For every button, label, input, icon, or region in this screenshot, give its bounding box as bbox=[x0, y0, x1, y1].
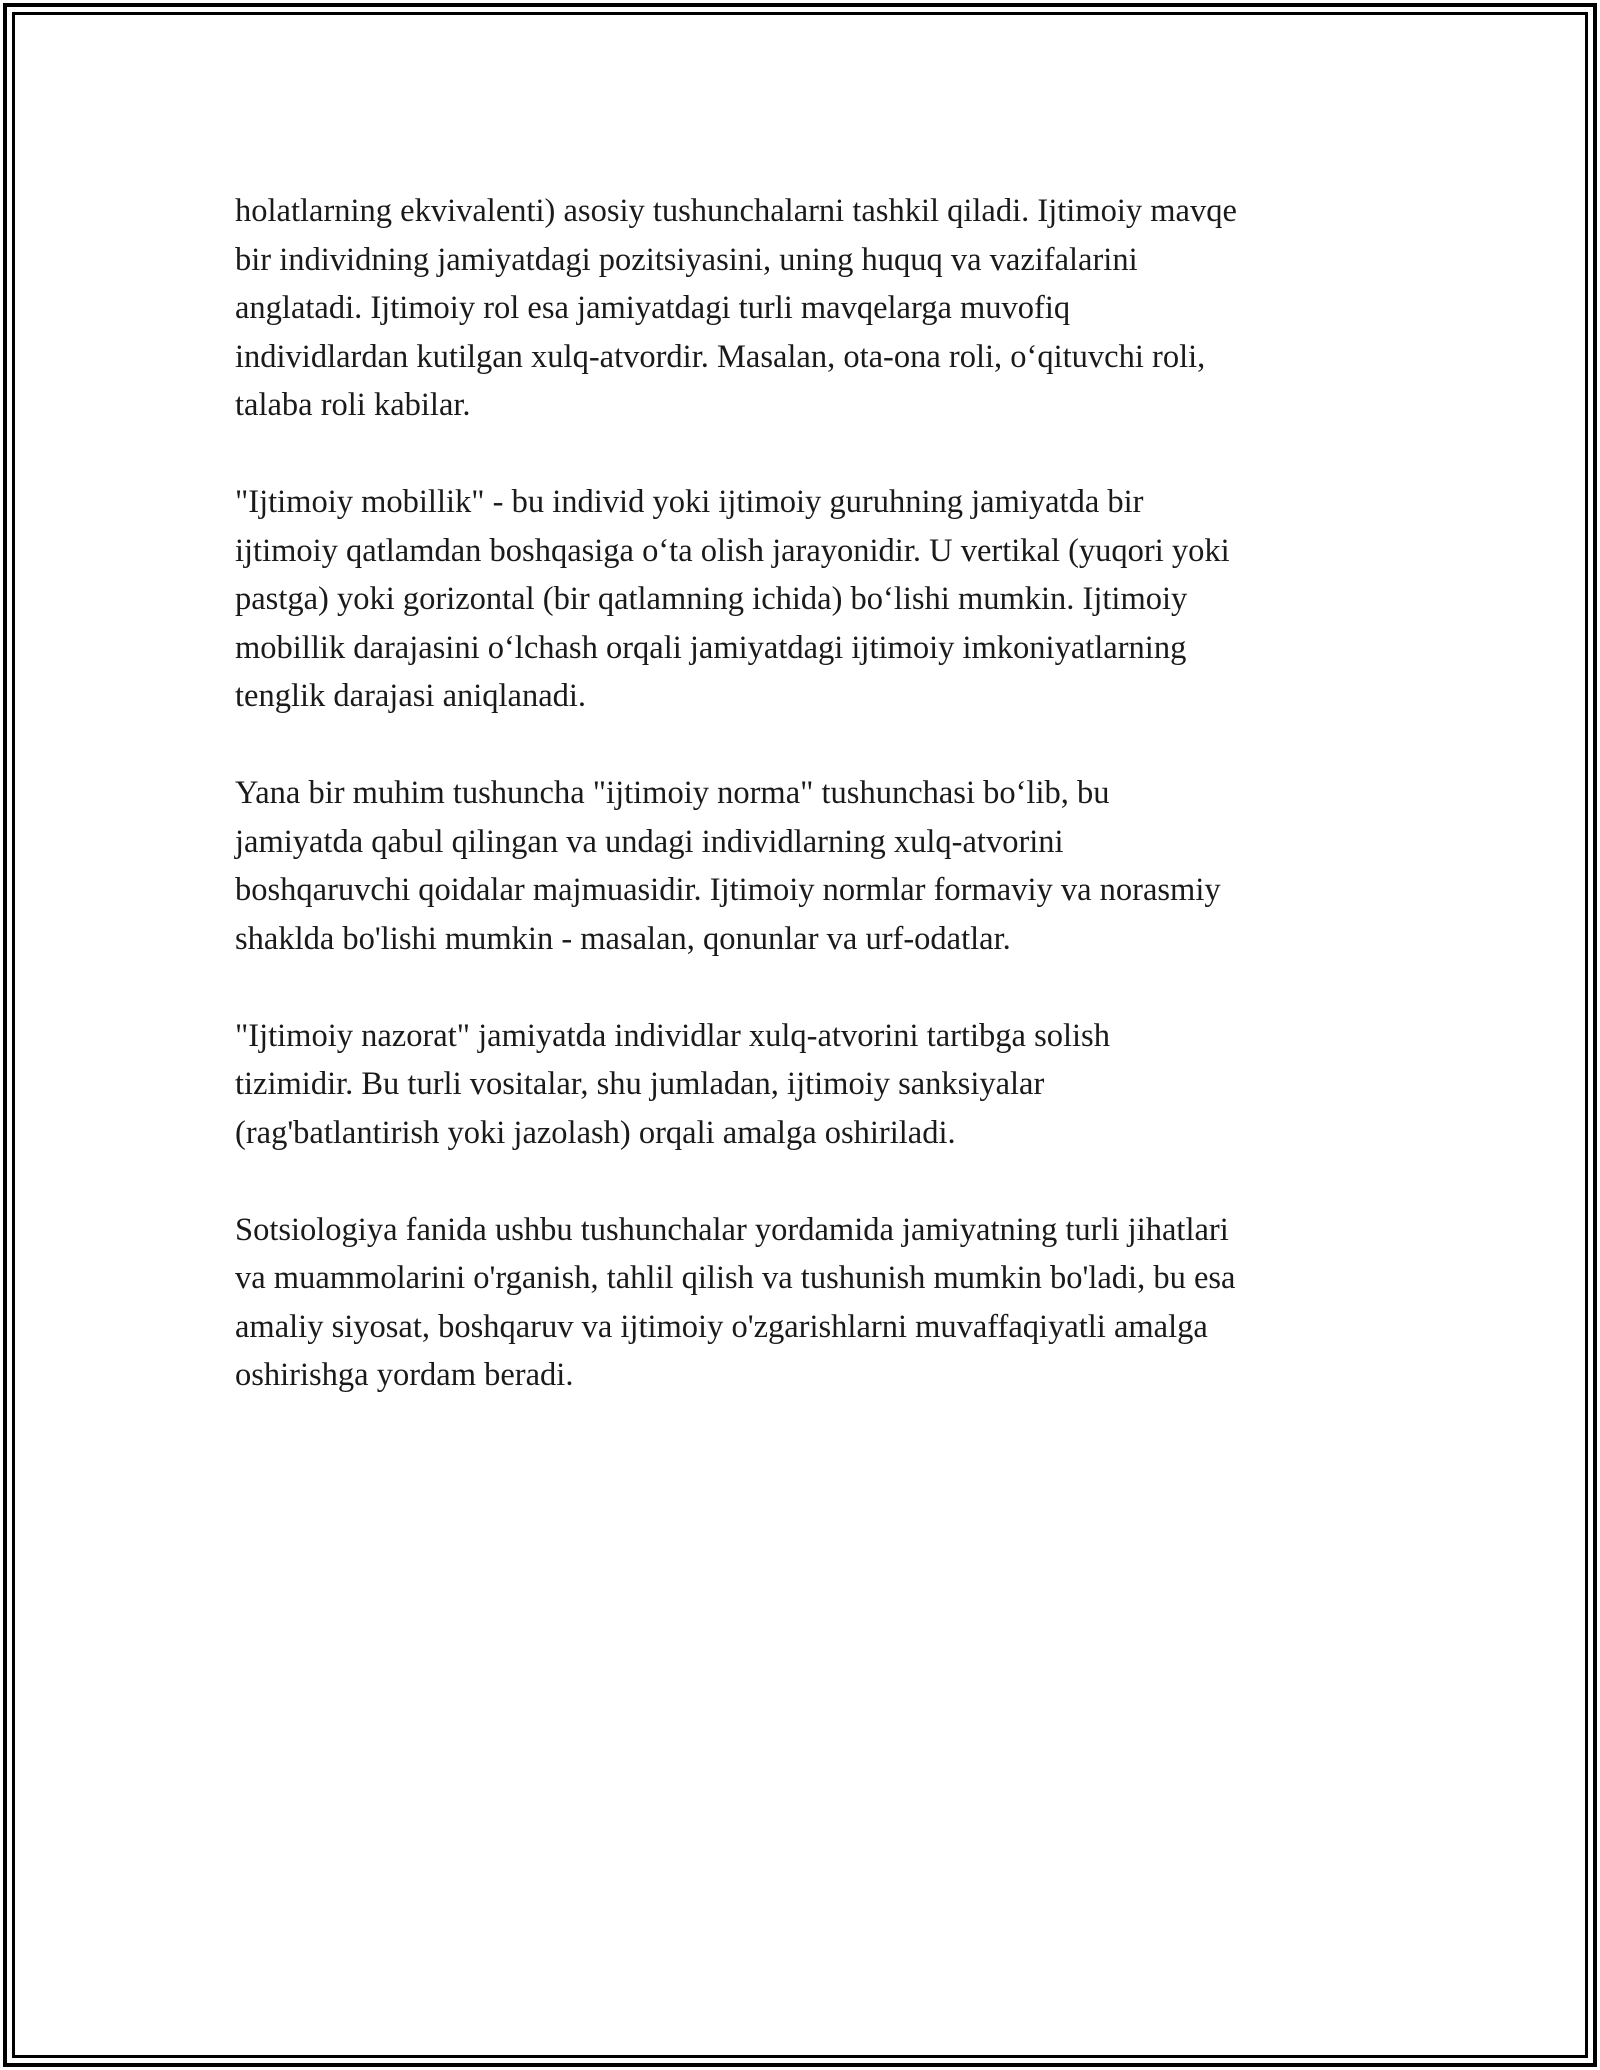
paragraph-social-control: "Ijtimoiy nazorat" jamiyatda individlar xulq-atvorini tartibga solish tizimidir. Bu turli vositalar, shu jumladan, ijtimoiy sanksiyalar (rag'batlantirish yoki jazolash) orqali amalga oshiriladi. bbox=[235, 1017, 1110, 1151]
paragraph-social-norm: Yana bir muhim tushuncha "ijtimoiy norma" tushunchasi bo‘lib, bu jamiyatda qabul qilingan va undagi individlarning xulq-atvorini boshqaruvchi qoidalar majmuasidir. Ijtimoiy normlar formaviy va norasmiy shaklda bo'lishi mumkin - masalan, qonunlar va urf-odatlar. bbox=[235, 775, 1221, 957]
paragraph-social-status-role: holatlarning ekvivalenti) asosiy tushunchalarni tashkil qiladi. Ijtimoiy mavqe bir individning jamiyatdagi pozitsiyasini, uning huquq va vazifalarini anglatadi. Ijtimoiy rol esa jamiyatdagi turli mavqelarga muvofiq individlardan kutilgan xulq-atvordir. Masalan, ota-ona roli, o‘qituvchi roli, talaba roli kabilar. bbox=[235, 193, 1237, 423]
page-body bbox=[235, 187, 1385, 1448]
paragraph-conclusion: Sotsiologiya fanida ushbu tushunchalar yordamida jamiyatning turli jihatlari va muammolarini o'rganish, tahlil qilish va tushunish mumkin bo'ladi, bu esa amaliy siyosat, boshqaruv va ijtimoiy o'zgarishlarni muvaffaqiyatli amalga oshirishga yordam beradi. bbox=[235, 1211, 1236, 1393]
paragraph-social-mobility: "Ijtimoiy mobillik" - bu individ yoki ijtimoiy guruhning jamiyatda bir ijtimoiy qatlamdan boshqasiga o‘ta olish jarayonidir. U vertikal (yuqori yoki pastga) yoki gorizontal (bir qatlamning ichida) bo‘lishi mumkin. Ijtimoiy mobillik darajasini o‘lchash orqali jamiyatdagi ijtimoiy imkoniyatlarning tenglik darajasi aniqlanadi. bbox=[235, 484, 1230, 714]
